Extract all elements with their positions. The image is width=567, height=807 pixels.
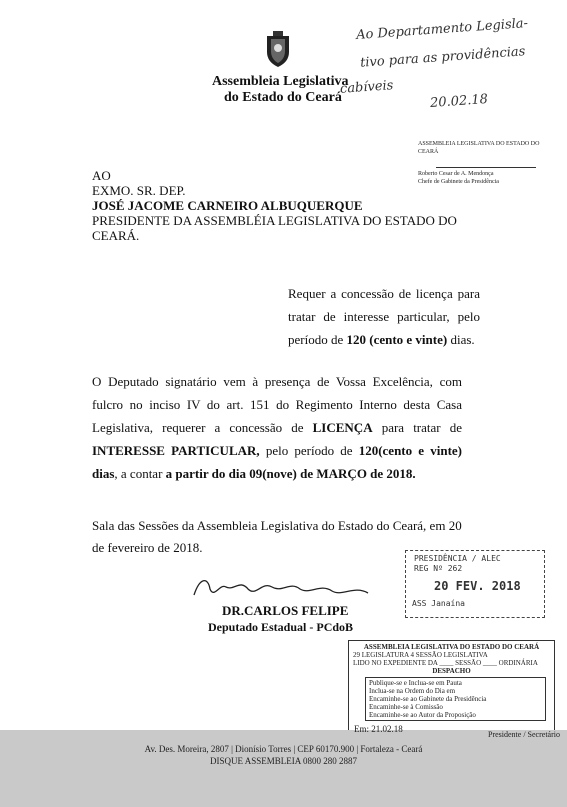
protocol-stamp-date: 20 FEV. 2018 [434,579,521,593]
receipt-stamp-org: ASSEMBLEIA LEGISLATIVA DO ESTADO DO CEARÁ [418,141,540,155]
handwritten-note-line2: tivo para as providências [359,44,526,71]
protocol-stamp-reg: REG Nº 262 [414,564,463,573]
dispatch-heading: DESPACHO [432,667,471,675]
request-body: O Deputado signatário vem à presença de Vossa Excelência, com fulcro no inciso IV do art. 151 do Regimento Interno desta Casa Legislativa, requerer a concessão de LICENÇA para tratar de INTERESSE PARTICULAR, pelo período de 120(cento e vinte) dias, a contar a partir do dia 09(nove) de MARÇO de 2018. [92,374,463,481]
recipient-line1: AO [92,168,111,183]
recipient-name: JOSÉ JACOME CARNEIRO ALBUQUERQUE [92,198,363,213]
receipt-stamp-name: Roberto Cesar de A. Mendonça [418,171,494,177]
dispatch-options [365,677,546,721]
dispatch-org: ASSEMBLEIA LEGISLATIVA DO ESTADO DO CEARÁ [363,643,540,651]
signer-name: DR.CARLOS FELIPE [222,603,349,618]
protocol-stamp [405,550,545,618]
footer-address: Av. Des. Moreira, 2807 | Dionísio Torres | CEP 60170.900 | Fortaleza - Ceará [144,744,423,754]
org-name-line1: Assembleia Legislativa [212,74,349,89]
dispatch-signer: Presidente / Secretário [488,730,560,739]
dispatch-legislature: 29 LEGISLATURA 4 SESSÃO LEGISLATIVA [353,651,488,659]
receipt-stamp-role: Chefe de Gabinete da Presidência [418,179,499,185]
dispatch-option: Encaminhe-se à Comissão [369,703,443,711]
closing-statement: Sala das Sessões da Assembleia Legislativa do Estado do Ceará, em 20 de fevereiro de 2018. [92,518,462,555]
dispatch-option: Encaminhe-se ao Autor da Proposição [369,711,476,719]
footer-hotline: DISQUE ASSEMBLEIA 0800 280 2887 [209,756,357,766]
dispatch-option: Encaminhe-se ao Gabinete da Presidência [369,695,487,703]
recipient-title: PRESIDENTE DA ASSEMBLÉIA LEGISLATIVA DO ESTADO DO CEARÁ. [92,213,457,243]
signer-role: Deputado Estadual - PCdoB [208,620,354,634]
request-summary: Requer a concessão de licença para tratar de interesse particular, pelo período de 120 (cento e vinte) dias. [288,286,480,347]
protocol-stamp-office: PRESIDÊNCIA / ALEC [414,554,501,563]
dispatch-stamp [348,640,555,734]
recipient-block [92,168,470,243]
handwritten-note-line3: cabíveis [339,78,394,97]
handwritten-signature [190,575,372,601]
handwritten-note-line1: Ao Departamento Legisla- [355,16,529,43]
coat-of-arms-logo [263,30,293,68]
protocol-stamp-signature: ASS Janaína [412,599,465,608]
footer-band [0,730,567,807]
dispatch-session: LIDO NO EXPEDIENTE DA ____ SESSÃO ____ ORDINÁRIA [353,659,538,667]
dispatch-option: Publique-se e Inclua-se em Pauta [369,679,462,687]
org-name-line2: do Estado do Ceará [224,90,342,105]
dispatch-date: Em: 21.02.18 [354,724,403,734]
signature-mark [436,157,536,168]
handwritten-note-date: 20.02.18 [429,91,489,112]
recipient-line2: EXMO. SR. DEP. [92,183,186,198]
dispatch-option: Inclua-se na Ordem do Dia em [369,687,456,695]
